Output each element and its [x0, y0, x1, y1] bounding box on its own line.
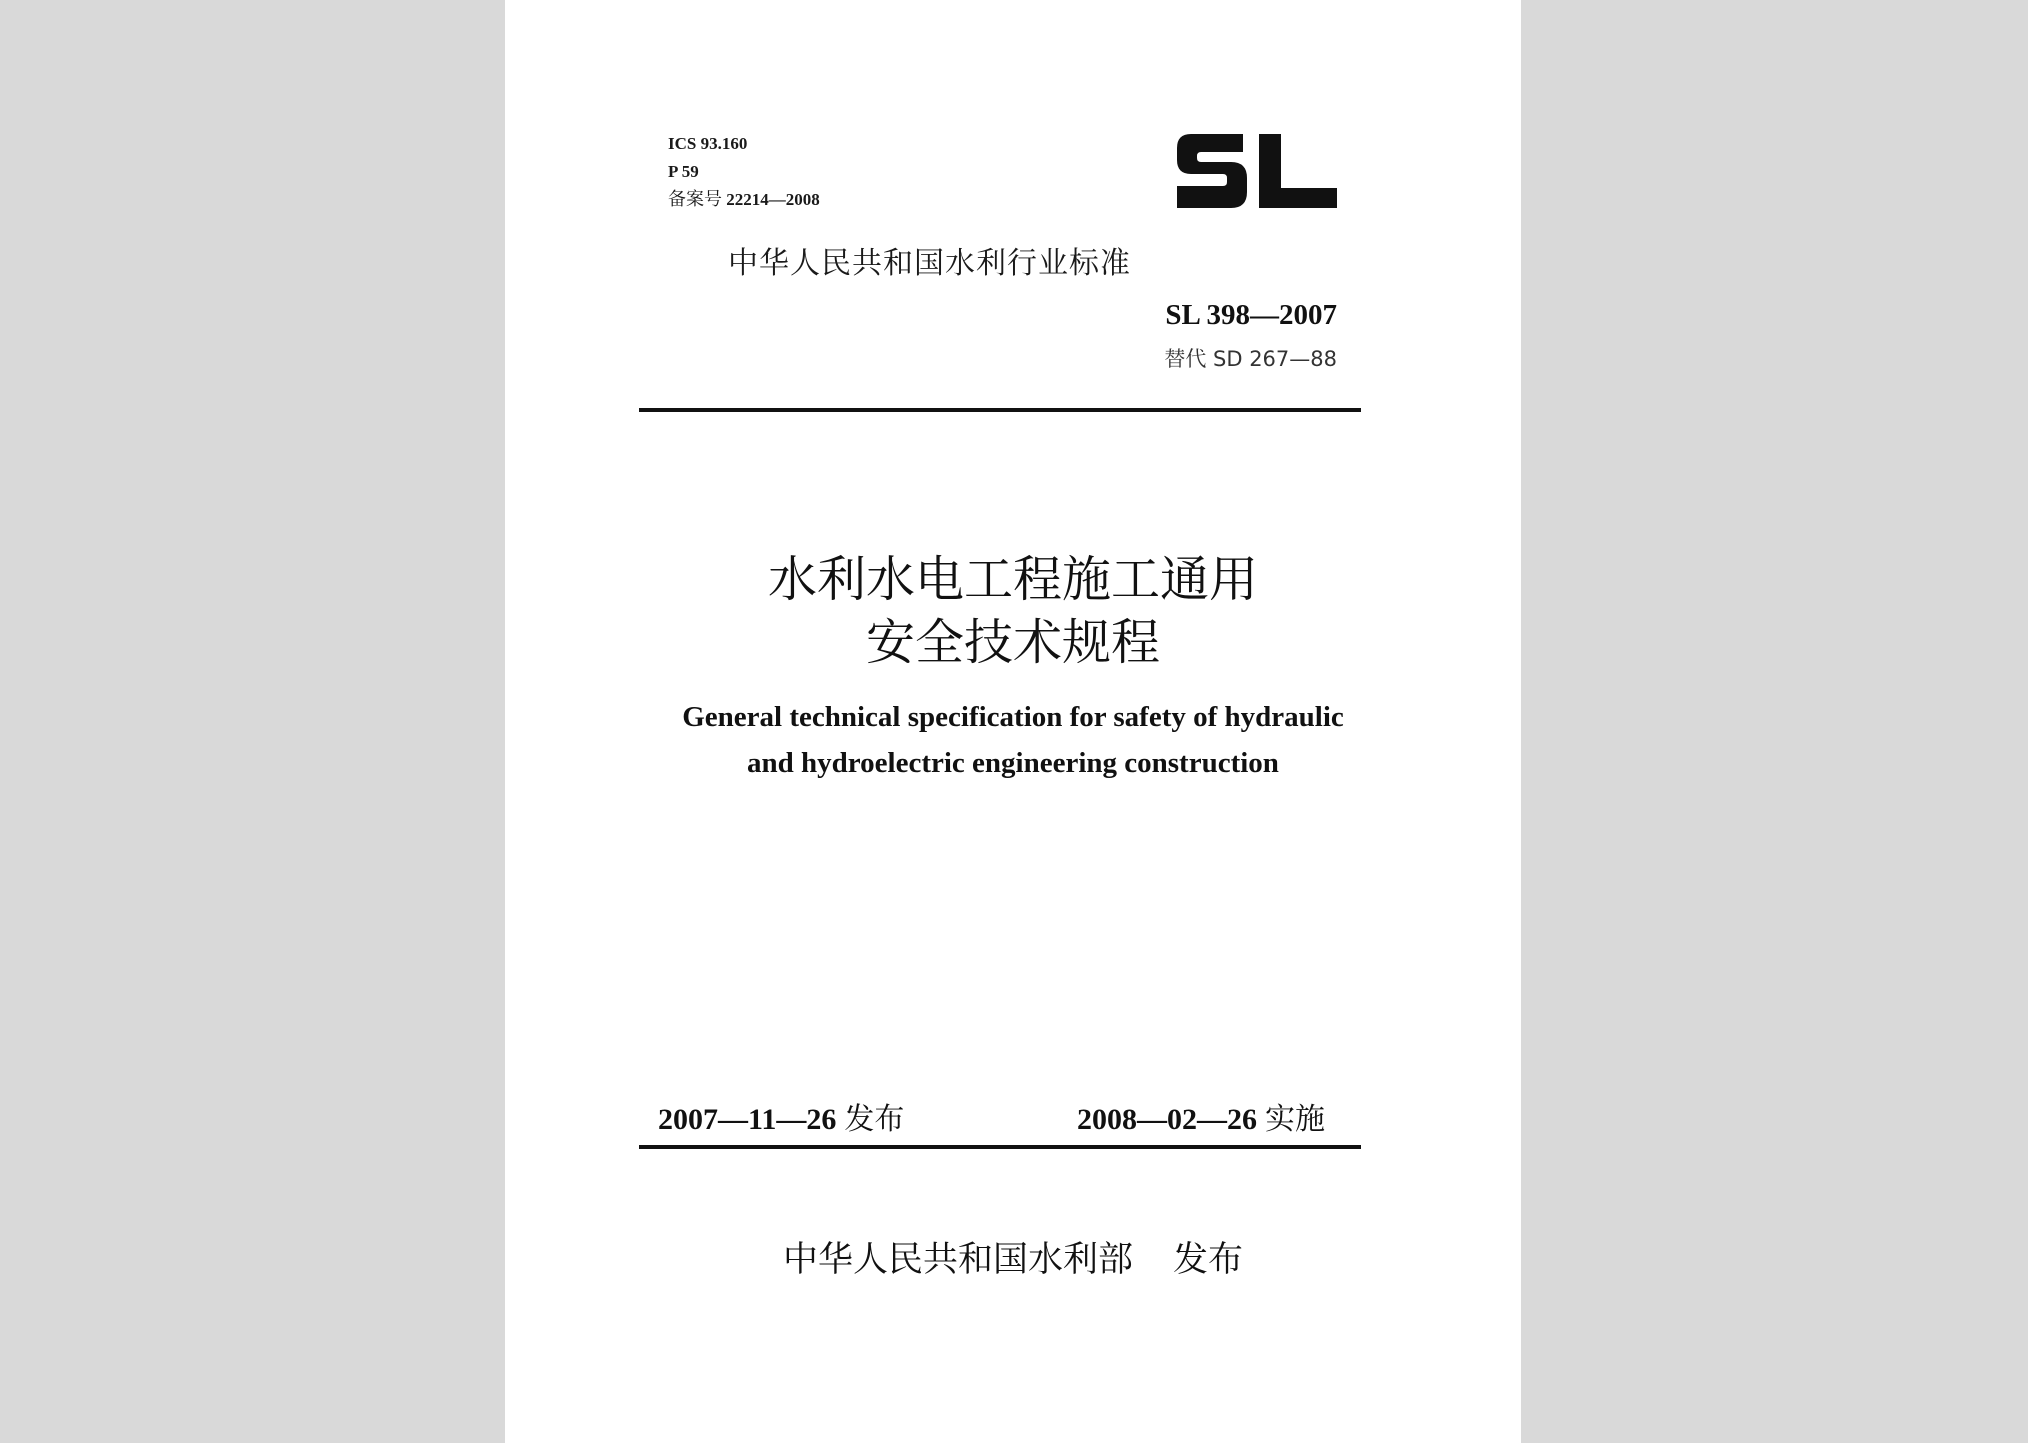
sl-logo-mark — [1173, 130, 1337, 210]
title-en-line2: and hydroelectric engineering construction — [747, 747, 1279, 779]
implement-date: 2008—02—26 — [1077, 1103, 1257, 1136]
title-en-line1: General technical specification for safety of hydraulic — [682, 701, 1344, 733]
footer-divider — [639, 1145, 1361, 1149]
issue-label: 发布 — [844, 1102, 905, 1137]
sl-logo — [1173, 130, 1337, 210]
title-cn-line2: 安全技术规程 — [865, 614, 1160, 671]
document-page — [505, 0, 1521, 1443]
issuer-line — [505, 1232, 1521, 1282]
issuer-name: 中华人民共和国水利部 — [782, 1240, 1133, 1280]
replaces-standard: 替代 SD 267—88 — [1164, 347, 1337, 371]
record-label: 备案号 — [668, 189, 722, 210]
standard-code: SL 398—2007 — [1165, 299, 1337, 331]
ccs-code: P 59 — [668, 162, 699, 181]
industry-standard-title: 中华人民共和国水利行业标准 — [728, 246, 1131, 281]
record-number: 22214—2008 — [726, 190, 820, 209]
classification-block — [668, 130, 820, 214]
issue-date: 2007—11—26 — [658, 1103, 837, 1136]
issuer-action: 发布 — [1173, 1240, 1244, 1280]
issue-date-line — [658, 1094, 904, 1138]
header-divider — [639, 408, 1361, 412]
title-cn-line1: 水利水电工程施工通用 — [767, 551, 1258, 608]
record-number-line — [668, 186, 820, 214]
implement-date-line — [1077, 1094, 1325, 1138]
ics-code: ICS 93.160 — [668, 134, 748, 153]
implement-label: 实施 — [1265, 1102, 1325, 1137]
